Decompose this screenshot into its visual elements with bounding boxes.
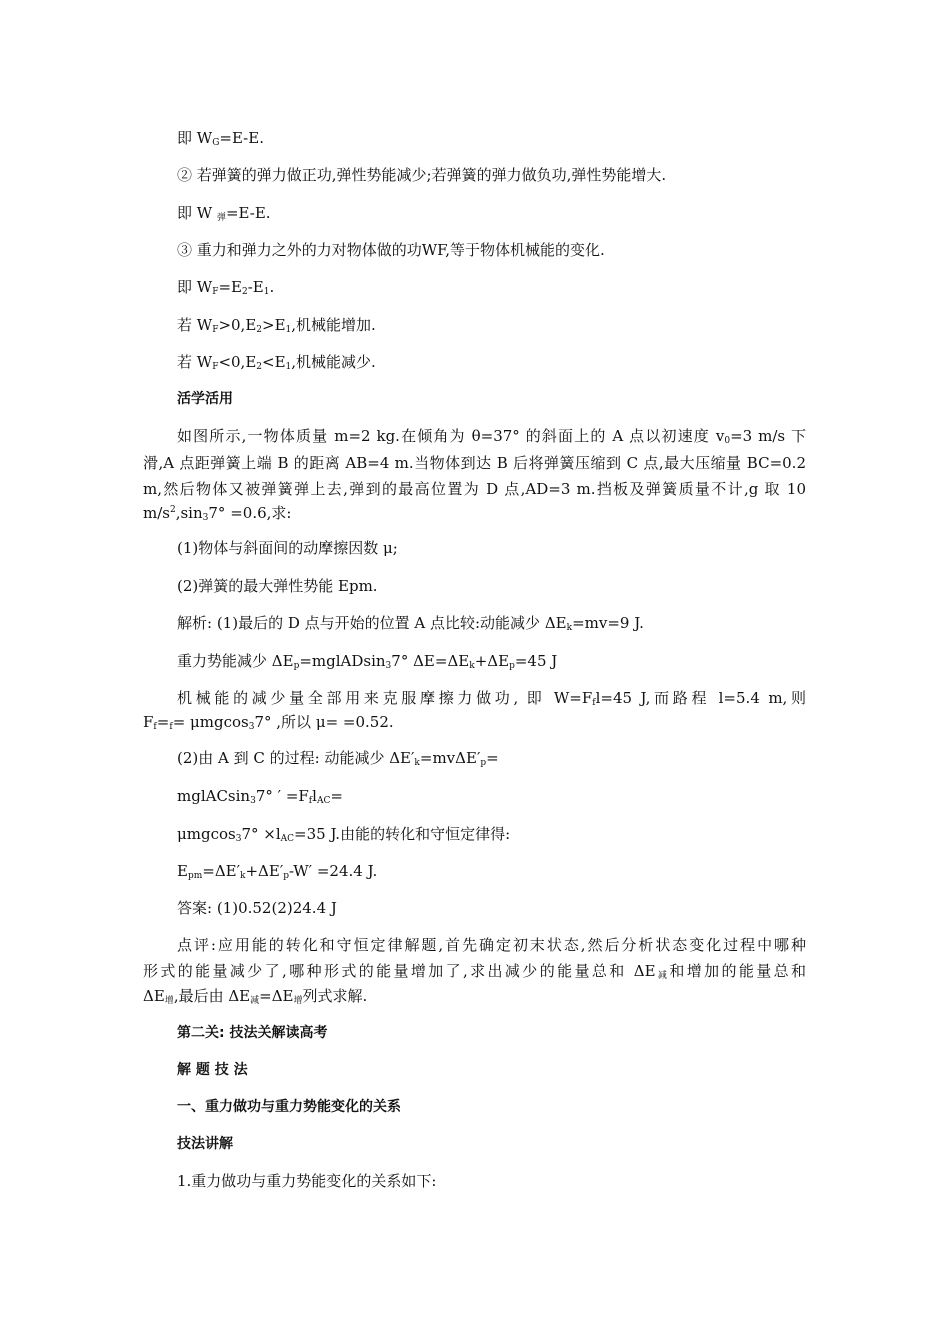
text-run: F [143, 713, 154, 731]
subscript: 0 [724, 436, 731, 446]
text-run: 形式的能量减少了,哪种形式的能量增加了,求出减少的能量总和 ΔE [143, 962, 656, 980]
section-heading-gravity-work [177, 1097, 401, 1117]
text-run: ΔE [143, 987, 165, 1005]
text-run: ,机械能增加. [291, 316, 376, 334]
text-run: 解析: (1)最后的 D 点与开始的位置 A 点比较:动能减少 ΔE [177, 614, 567, 632]
subscript: p [293, 661, 300, 671]
comment-line-1 [177, 935, 806, 955]
subscript: F [212, 325, 219, 335]
subscript: k [469, 661, 475, 671]
text-run: 第二关: 技法关解读高考 [177, 1025, 328, 1041]
subscript: f [169, 722, 173, 732]
text-run: 即 W [177, 129, 213, 147]
problem-text-line-2 [143, 453, 806, 473]
solution-line-4 [143, 712, 394, 732]
explanation-line-1 [177, 1171, 436, 1191]
text-run: =35 J.由能的转化和守恒定律得: [294, 825, 511, 843]
section-heading-practice [177, 389, 233, 409]
solution-part-2-line-3 [177, 824, 510, 844]
subscript: p [283, 871, 290, 881]
subscript: AC [316, 796, 331, 806]
text-run: =mv=9 J. [572, 614, 644, 632]
text-run: 答案: (1)0.52(2)24.4 J [177, 899, 337, 917]
subscript: 1 [285, 325, 292, 335]
text-run: =mvΔE′ [419, 749, 481, 767]
solution-part-2-line-2 [177, 786, 343, 806]
subscript: 1 [263, 287, 270, 297]
answer-line [177, 898, 337, 918]
text-run: >E [262, 316, 286, 334]
subscript: AC [280, 834, 295, 844]
text-run: ,最后由 ΔE [173, 987, 251, 1005]
text-run: -E [247, 278, 264, 296]
solution-part-2-result [177, 861, 377, 881]
text-run: +ΔE [474, 652, 510, 670]
text-run: 点评:应用能的转化和守恒定律解题,首先确定初末状态,然后分析状态变化过程中哪种 [177, 936, 806, 954]
text-run: 7° ×l [241, 825, 281, 843]
text-run: 1.重力做功与重力势能变化的关系如下: [177, 1172, 437, 1190]
text-run: l=45 J,而路程 l=5.4 m,则 [595, 689, 807, 707]
text-run: 7° ,所以 μ= =0.52. [254, 713, 394, 731]
subscript: 增 [293, 996, 303, 1006]
spring-work-formula [177, 203, 271, 223]
subscript: pm [187, 871, 203, 881]
subscript: 2 [256, 362, 263, 372]
text-run: mglACsin [177, 787, 251, 805]
text-run: 和增加的能量总和 [669, 962, 806, 980]
subscript: 2 [241, 287, 248, 297]
question-2 [177, 576, 378, 596]
text-run: . [269, 278, 275, 296]
subscript: 2 [256, 325, 263, 335]
subscript: 3 [202, 513, 209, 523]
text-run: l [312, 787, 317, 805]
comment-line-3 [143, 986, 367, 1006]
solution-line-2 [177, 651, 557, 671]
superscript: 2 [169, 505, 176, 515]
text-run: 若 W [177, 316, 213, 334]
subscript: k [566, 623, 573, 633]
text-run: = μmgcos [172, 713, 249, 731]
text-run: =ΔE′ [202, 862, 241, 880]
text-run: 列式求解. [302, 987, 368, 1005]
text-run: =ΔE [259, 987, 294, 1005]
question-1 [177, 538, 398, 558]
subscript: f [153, 722, 157, 732]
text-run: (1)物体与斜面间的动摩擦因数 μ; [177, 539, 398, 557]
subscript: p [509, 661, 515, 671]
text-run: 如图所示,一物体质量 m=2 kg.在倾角为 θ=37° 的斜面上的 A 点以初速度 v [177, 427, 725, 445]
other-force-statement [177, 240, 605, 260]
subscript: 1 [285, 362, 292, 372]
text-run: ,sin [175, 504, 203, 522]
text-run: E [177, 862, 188, 880]
text-run: 滑,A 点距弹簧上端 B 的距离 AB=4 m.当物体到达 B 后将弹簧压缩到 C 点,最大压缩量 BC=0.2 [143, 454, 806, 472]
text-run: <0,E [218, 353, 257, 371]
text-run: ③ 重力和弹力之外的力对物体做的功WF,等于物体机械能的变化. [177, 241, 605, 259]
subscript: 3 [385, 661, 392, 671]
subscript: G [212, 138, 220, 148]
section-heading-techniques [177, 1060, 248, 1080]
text-run: (2)由 A 到 C 的过程: 动能减少 ΔE′ [177, 749, 415, 767]
text-run: 一、重力做功与重力势能变化的关系 [177, 1099, 401, 1115]
comment-line-2 [143, 961, 806, 981]
text-run: 机械能的减少量全部用来克服摩擦力做功, 即 W=F [177, 689, 593, 707]
text-run: 若 W [177, 353, 213, 371]
text-run: = [330, 787, 343, 805]
text-run: 7° =0.6,求: [208, 504, 292, 522]
text-run: m/s [143, 504, 170, 522]
text-run: 重力势能减少 ΔE [177, 652, 294, 670]
text-run: -W′ =24.4 J. [289, 862, 378, 880]
subscript: 增 [164, 996, 174, 1006]
text-run: >0,E [218, 316, 257, 334]
energy-increase-line [177, 315, 376, 335]
subscript: 弹 [216, 213, 226, 223]
solution-part-2-line-1 [177, 748, 499, 768]
text-run: 7° ′ =F [255, 787, 309, 805]
text-run: 解 题 技 法 [177, 1062, 248, 1078]
energy-decrease-line [177, 352, 376, 372]
subscript: 减 [250, 996, 260, 1006]
section-heading-explanation [177, 1134, 233, 1154]
text-run: =3 m/s 下 [730, 427, 807, 445]
problem-text-line-3 [143, 479, 806, 499]
text-run: m,然后物体又被弹簧弹上去,弹到的最高位置为 D 点,AD=3 m.挡板及弹簧质量不计,g 取 10 [143, 480, 806, 498]
text-run: =mglADsin [299, 652, 386, 670]
text-run: = [156, 713, 170, 731]
subscript: 3 [248, 722, 255, 732]
text-run: = [486, 749, 499, 767]
problem-text-line-1 [177, 426, 806, 446]
text-run: (2)弹簧的最大弹性势能 Epm. [177, 577, 378, 595]
text-run: =E-E. [225, 204, 271, 222]
text-run: ,机械能减少. [291, 353, 376, 371]
subscript: k [414, 758, 420, 768]
subscript: 3 [250, 796, 256, 806]
subscript: k [240, 871, 246, 881]
subscript: p [480, 758, 487, 768]
subscript: F [212, 287, 219, 297]
problem-text-line-4 [143, 503, 291, 523]
subscript: f [308, 796, 313, 806]
subscript: 减 [655, 971, 670, 981]
text-run: =45 J [514, 652, 558, 670]
other-force-formula [177, 277, 274, 297]
text-run: =E [218, 278, 242, 296]
text-run: +ΔE′ [245, 862, 284, 880]
solution-line-1 [177, 613, 644, 633]
text-run: ② 若弹簧的弹力做正功,弹性势能减少;若弹簧的弹力做负功,弹性势能增大. [177, 166, 667, 184]
text-run: μmgcos [177, 825, 236, 843]
subscript: f [592, 698, 596, 708]
text-run: <E [262, 353, 286, 371]
spring-work-statement [177, 165, 666, 185]
text-run: 技法讲解 [177, 1136, 233, 1152]
text-run: 即 W [177, 278, 213, 296]
gravity-work-formula [177, 128, 264, 148]
text-run: 活学活用 [177, 391, 233, 407]
solution-line-3 [177, 688, 806, 708]
subscript: F [212, 362, 219, 372]
section-heading-level-2 [177, 1023, 327, 1043]
text-run: 7° ΔE=ΔE [391, 652, 470, 670]
subscript: 3 [235, 834, 242, 844]
text-run: 即 W [177, 204, 217, 222]
text-run: =E-E. [219, 129, 264, 147]
